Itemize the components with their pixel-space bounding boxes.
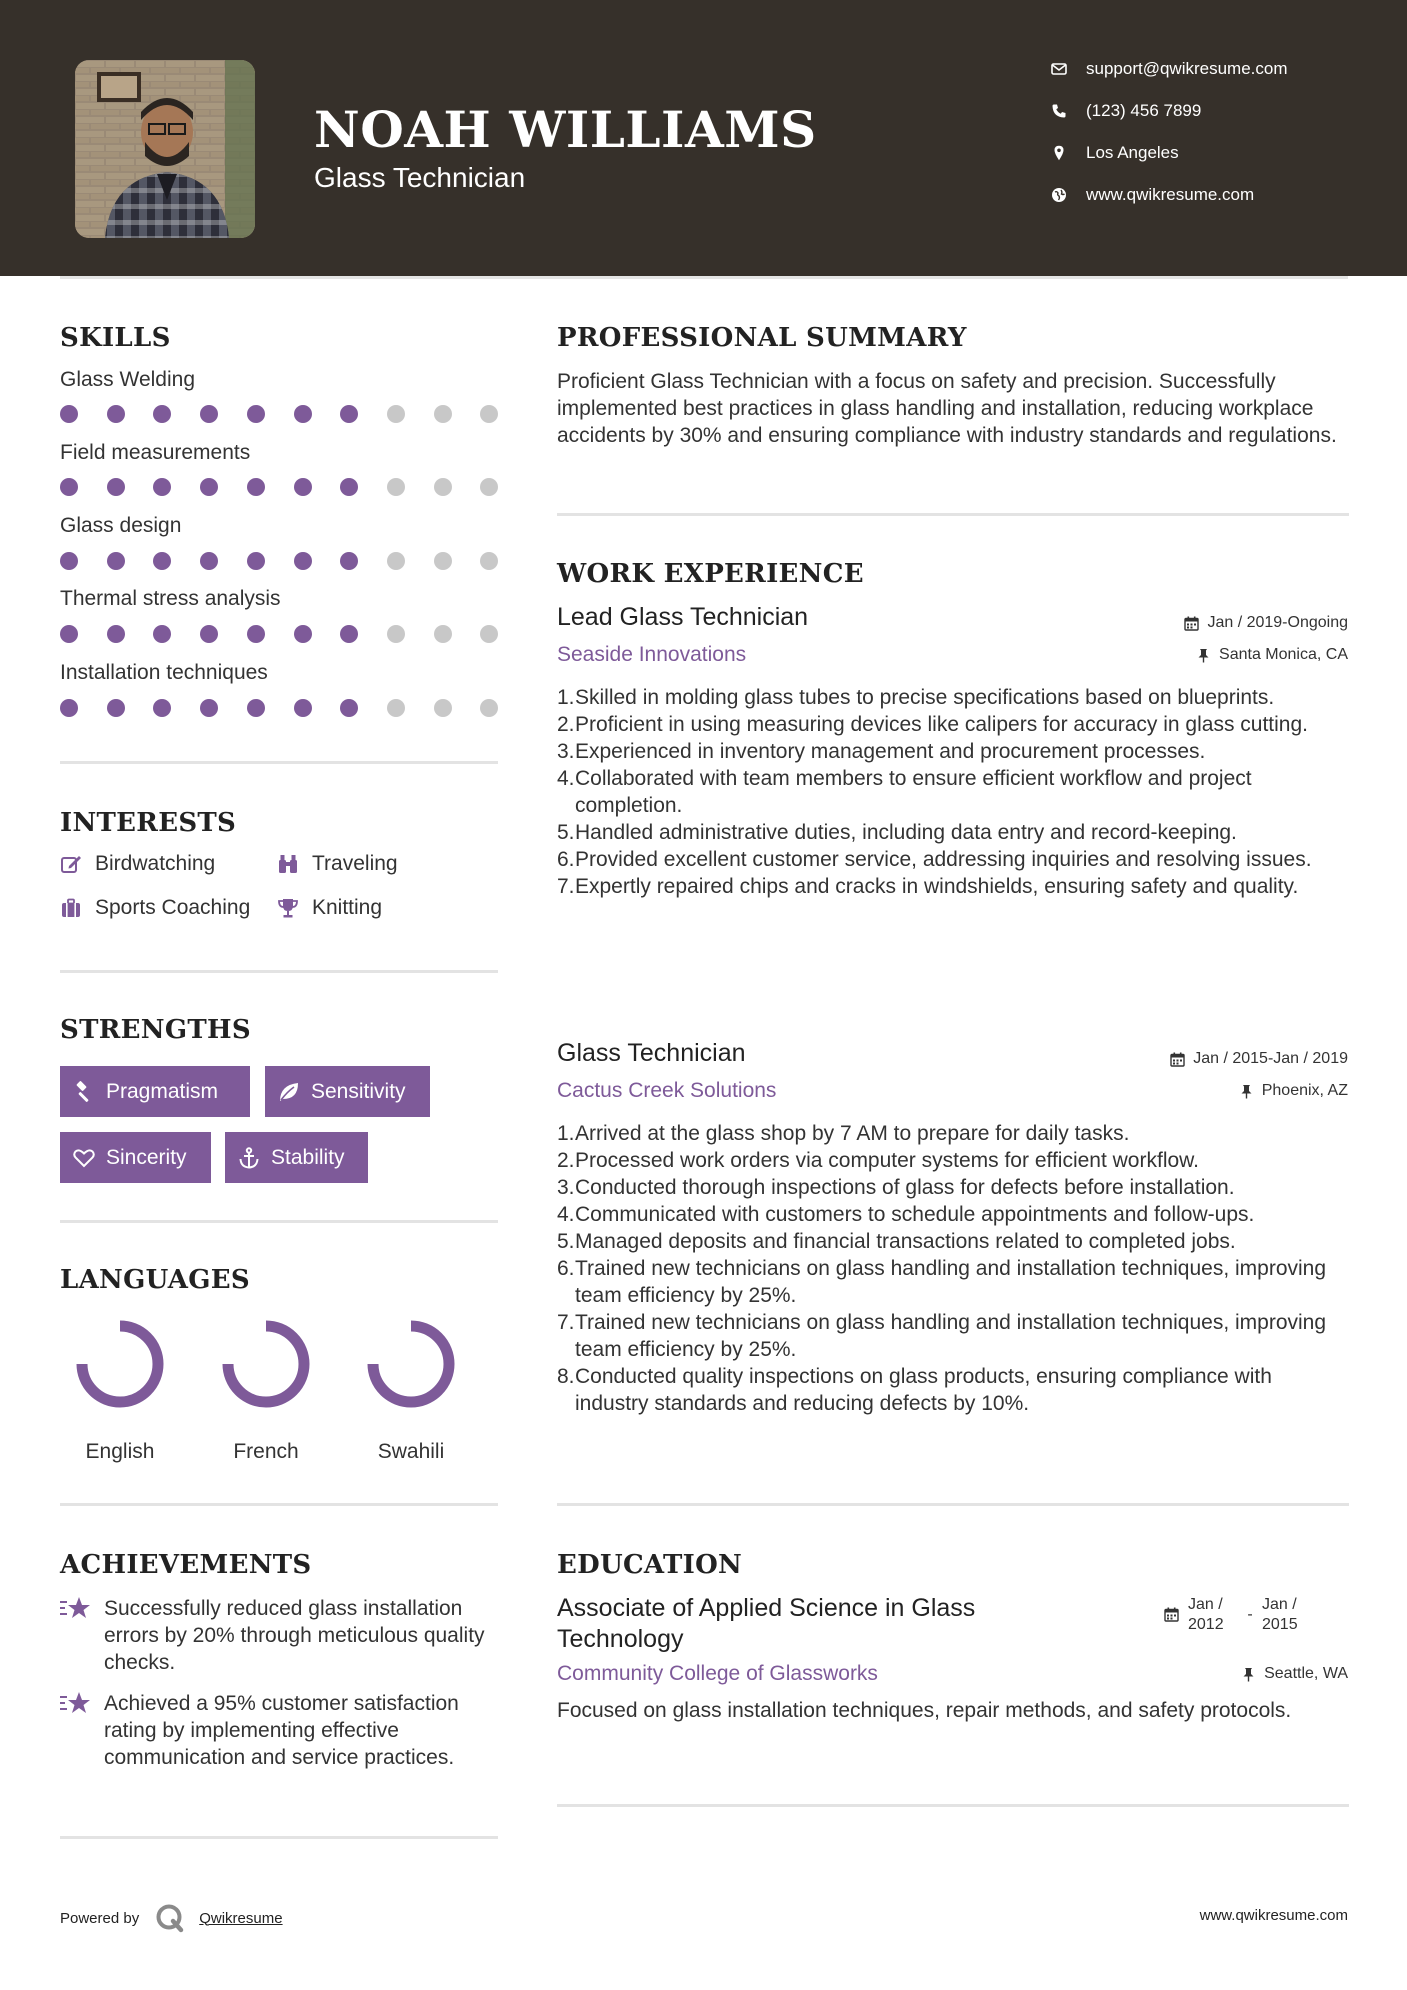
job-location bbox=[1239, 1082, 1348, 1100]
responsibility-item bbox=[557, 873, 1349, 900]
skill-dot-filled bbox=[294, 699, 312, 717]
skill-dot-filled bbox=[60, 699, 78, 717]
skill-dot-filled bbox=[153, 699, 171, 717]
interests-heading: INTERESTS bbox=[60, 808, 237, 838]
footer-website[interactable]: www.qwikresume.com bbox=[1199, 1907, 1348, 1924]
star-list-icon bbox=[60, 1690, 92, 1718]
education-location bbox=[1241, 1665, 1348, 1683]
responsibility-number: 5. bbox=[557, 1230, 575, 1253]
responsibility-item bbox=[557, 1309, 1349, 1363]
skill-rating bbox=[60, 552, 498, 572]
skills-heading: SKILLS bbox=[60, 323, 171, 353]
job-title: Lead Glass Technician bbox=[557, 603, 809, 631]
skill-dot-filled bbox=[153, 405, 171, 423]
contact-email[interactable] bbox=[1050, 59, 1288, 79]
skill-dot-filled bbox=[247, 552, 265, 570]
skill-dot-filled bbox=[247, 478, 265, 496]
responsibility-number: 3. bbox=[557, 740, 575, 763]
gavel-icon bbox=[72, 1080, 96, 1104]
summary-heading: PROFESSIONAL SUMMARY bbox=[557, 323, 967, 353]
education-end: Jan / 2015 bbox=[1262, 1596, 1298, 1633]
skill-dot-filled bbox=[200, 405, 218, 423]
responsibility-text: Managed deposits and financial transactions related to completed jobs. bbox=[575, 1230, 1236, 1253]
responsibility-item bbox=[557, 1174, 1349, 1201]
responsibility-number: 2. bbox=[557, 713, 575, 736]
job-title: Glass Technician bbox=[557, 1039, 746, 1067]
language-proficiency-ring bbox=[361, 1314, 461, 1414]
strengths-heading: STRENGTHS bbox=[60, 1015, 251, 1045]
skill-dot-filled bbox=[294, 478, 312, 496]
responsibility-number: 7. bbox=[557, 875, 575, 898]
profile-photo-illustration bbox=[75, 60, 255, 238]
responsibility-item bbox=[557, 1120, 1349, 1147]
language-label: English bbox=[85, 1440, 155, 1463]
achievement-item bbox=[60, 1690, 500, 1771]
responsibility-number: 4. bbox=[557, 767, 575, 790]
resume-header bbox=[0, 0, 1407, 276]
skill-dot-empty bbox=[480, 552, 498, 570]
section-divider bbox=[60, 1220, 498, 1223]
interest-label: Birdwatching bbox=[95, 852, 216, 875]
skill-dot-filled bbox=[200, 478, 218, 496]
section-divider bbox=[60, 1836, 498, 1839]
job-location bbox=[1196, 646, 1348, 664]
heart-icon bbox=[72, 1146, 96, 1170]
skill-dot-filled bbox=[247, 699, 265, 717]
responsibility-item bbox=[557, 846, 1349, 873]
skill-label: Glass Welding bbox=[60, 368, 196, 391]
contact-phone-text: (123) 456 7899 bbox=[1086, 101, 1202, 120]
language-proficiency-arc bbox=[373, 1326, 449, 1402]
responsibility-item bbox=[557, 711, 1349, 738]
strength-label: Pragmatism bbox=[106, 1079, 219, 1103]
education-location-text: Seattle, WA bbox=[1264, 1665, 1348, 1682]
skill-rating bbox=[60, 699, 498, 719]
languages-heading: LANGUAGES bbox=[60, 1265, 250, 1295]
education-date-separator: - bbox=[1247, 1606, 1253, 1623]
education-description: Focused on glass installation techniques, repair methods, and safety protocols. bbox=[557, 1699, 1292, 1722]
skill-dot-filled bbox=[153, 478, 171, 496]
contact-website[interactable] bbox=[1050, 185, 1254, 205]
skill-label: Installation techniques bbox=[60, 661, 268, 684]
responsibility-text: Handled administrative duties, including data entry and record-keeping. bbox=[575, 821, 1237, 844]
achievement-text: Achieved a 95% customer satisfaction rating by implementing effective communication and service practices. bbox=[104, 1692, 459, 1769]
responsibility-number: 8. bbox=[557, 1365, 575, 1388]
contact-phone[interactable] bbox=[1050, 101, 1201, 121]
skill-label: Thermal stress analysis bbox=[60, 587, 281, 610]
skill-dot-empty bbox=[434, 625, 452, 643]
job-responsibilities bbox=[557, 684, 1349, 900]
responsibility-number: 7. bbox=[557, 1311, 575, 1334]
section-divider bbox=[60, 970, 498, 973]
edit-icon bbox=[60, 853, 82, 875]
responsibility-number: 6. bbox=[557, 1257, 575, 1280]
skill-dot-empty bbox=[387, 552, 405, 570]
responsibility-item bbox=[557, 1228, 1349, 1255]
responsibility-item bbox=[557, 684, 1349, 711]
envelope-icon bbox=[1050, 60, 1068, 78]
interest-item bbox=[277, 852, 398, 876]
responsibility-text: Arrived at the glass shop by 7 AM to prepare for daily tasks. bbox=[575, 1122, 1130, 1145]
skill-dot-empty bbox=[434, 478, 452, 496]
language-proficiency-arc bbox=[82, 1326, 158, 1402]
skill-dot-filled bbox=[340, 478, 358, 496]
strength-label: Sincerity bbox=[106, 1145, 187, 1169]
language-item bbox=[206, 1314, 326, 1464]
responsibility-text: Processed work orders via computer systems for efficient workflow. bbox=[575, 1149, 1200, 1172]
skill-dot-filled bbox=[153, 552, 171, 570]
language-label: Swahili bbox=[377, 1440, 445, 1463]
skill-dot-filled bbox=[107, 699, 125, 717]
skill-dot-filled bbox=[340, 625, 358, 643]
skill-dot-filled bbox=[60, 478, 78, 496]
job-company: Cactus Creek Solutions bbox=[557, 1079, 777, 1102]
section-divider bbox=[557, 1503, 1349, 1506]
responsibility-number: 6. bbox=[557, 848, 575, 871]
skill-dot-filled bbox=[340, 699, 358, 717]
pushpin-icon bbox=[1239, 1084, 1254, 1099]
calendar-icon bbox=[1164, 1607, 1179, 1622]
skill-dot-empty bbox=[434, 699, 452, 717]
footer-powered-by bbox=[60, 1903, 283, 1933]
strength-badge bbox=[60, 1132, 211, 1183]
responsibility-number: 3. bbox=[557, 1176, 575, 1199]
education-dates bbox=[1164, 1595, 1312, 1635]
strength-badge bbox=[60, 1066, 250, 1117]
briefcase-icon bbox=[60, 897, 82, 919]
binoculars-icon bbox=[277, 853, 299, 875]
job-dates-text: Jan / 2019-Ongoing bbox=[1207, 614, 1348, 631]
responsibility-item bbox=[557, 1201, 1349, 1228]
achievement-item bbox=[60, 1595, 500, 1676]
header-divider bbox=[60, 276, 1348, 279]
skill-rating bbox=[60, 478, 498, 498]
language-item bbox=[351, 1314, 471, 1464]
pushpin-icon bbox=[1241, 1667, 1256, 1682]
trophy-icon bbox=[277, 897, 299, 919]
responsibility-number: 5. bbox=[557, 821, 575, 844]
responsibility-text: Experienced in inventory management and procurement processes. bbox=[575, 740, 1206, 763]
responsibility-text: Conducted quality inspections on glass products, ensuring compliance with industry standards and reducing defects by 10%. bbox=[575, 1365, 1272, 1415]
skill-dot-filled bbox=[107, 552, 125, 570]
responsibility-text: Expertly repaired chips and cracks in windshields, ensuring safety and quality. bbox=[575, 875, 1299, 898]
qwikresume-link[interactable]: Qwikresume bbox=[199, 1909, 283, 1927]
interest-item bbox=[60, 896, 250, 920]
skill-dot-filled bbox=[200, 699, 218, 717]
skill-label: Field measurements bbox=[60, 441, 251, 464]
responsibility-item bbox=[557, 738, 1349, 765]
skill-dot-filled bbox=[107, 478, 125, 496]
powered-by-text: Powered by bbox=[60, 1909, 140, 1927]
job-location-text: Santa Monica, CA bbox=[1219, 646, 1348, 663]
skill-dot-filled bbox=[340, 552, 358, 570]
phone-icon bbox=[1050, 102, 1068, 120]
contact-website-text: www.qwikresume.com bbox=[1086, 185, 1255, 204]
skill-rating bbox=[60, 625, 498, 645]
skill-rating bbox=[60, 405, 498, 425]
calendar-icon bbox=[1170, 1052, 1185, 1067]
skill-dot-filled bbox=[247, 625, 265, 643]
responsibility-item bbox=[557, 1363, 1349, 1417]
strength-label: Stability bbox=[271, 1145, 345, 1169]
achievement-text: Successfully reduced glass installation errors by 20% through meticulous quality checks. bbox=[104, 1597, 485, 1674]
responsibility-item bbox=[557, 1147, 1349, 1174]
job-company: Seaside Innovations bbox=[557, 643, 747, 666]
language-proficiency-ring bbox=[70, 1314, 170, 1414]
job-dates bbox=[1170, 1050, 1348, 1068]
job-location-text: Phoenix, AZ bbox=[1261, 1082, 1348, 1099]
strength-badge bbox=[225, 1132, 368, 1183]
strength-badge bbox=[265, 1066, 430, 1117]
skill-dot-filled bbox=[294, 625, 312, 643]
language-label: French bbox=[233, 1440, 299, 1463]
candidate-title: Glass Technician bbox=[314, 162, 526, 193]
section-divider bbox=[557, 513, 1349, 516]
section-divider bbox=[60, 761, 498, 764]
responsibility-number: 1. bbox=[557, 1122, 575, 1145]
language-proficiency-arc bbox=[228, 1326, 304, 1402]
skill-dot-empty bbox=[480, 478, 498, 496]
skill-dot-filled bbox=[60, 625, 78, 643]
interest-label: Sports Coaching bbox=[95, 896, 251, 919]
responsibility-text: Collaborated with team members to ensure efficient workflow and project completion. bbox=[575, 767, 1252, 817]
responsibility-number: 4. bbox=[557, 1203, 575, 1226]
skill-dot-filled bbox=[247, 405, 265, 423]
responsibility-number: 2. bbox=[557, 1149, 575, 1172]
school-name: Community College of Glassworks bbox=[557, 1662, 878, 1685]
skill-dot-empty bbox=[387, 405, 405, 423]
interest-label: Traveling bbox=[312, 852, 398, 875]
responsibility-text: Trained new technicians on glass handling and installation techniques, improving team efficiency by 25%. bbox=[575, 1311, 1327, 1361]
education-start: Jan / 2012 bbox=[1188, 1596, 1224, 1633]
leaf-icon bbox=[277, 1080, 301, 1104]
skill-dot-filled bbox=[60, 552, 78, 570]
skill-dot-empty bbox=[387, 699, 405, 717]
contact-location bbox=[1050, 143, 1179, 163]
section-divider bbox=[557, 1804, 1349, 1807]
skill-dot-filled bbox=[294, 405, 312, 423]
map-pin-icon bbox=[1050, 144, 1068, 162]
interest-item bbox=[277, 896, 382, 920]
skill-label: Glass design bbox=[60, 514, 182, 537]
skill-dot-empty bbox=[480, 405, 498, 423]
skill-dot-filled bbox=[340, 405, 358, 423]
skill-dot-filled bbox=[153, 625, 171, 643]
contact-email-text: support@qwikresume.com bbox=[1086, 59, 1288, 78]
skill-dot-empty bbox=[387, 625, 405, 643]
skill-dot-filled bbox=[200, 625, 218, 643]
section-divider bbox=[60, 1503, 498, 1506]
skill-dot-empty bbox=[434, 405, 452, 423]
skill-dot-filled bbox=[60, 405, 78, 423]
responsibility-text: Conducted thorough inspections of glass for defects before installation. bbox=[575, 1176, 1235, 1199]
job-dates bbox=[1184, 614, 1348, 632]
achievements-heading: ACHIEVEMENTS bbox=[60, 1550, 312, 1580]
responsibility-item bbox=[557, 1255, 1349, 1309]
responsibility-text: Communicated with customers to schedule appointments and follow-ups. bbox=[575, 1203, 1255, 1226]
skill-dot-empty bbox=[387, 478, 405, 496]
responsibility-item bbox=[557, 819, 1349, 846]
responsibility-text: Provided excellent customer service, addressing inquiries and resolving issues. bbox=[575, 848, 1312, 871]
globe-icon bbox=[1050, 186, 1068, 204]
pushpin-icon bbox=[1196, 648, 1211, 663]
job-dates-text: Jan / 2015-Jan / 2019 bbox=[1193, 1050, 1348, 1067]
language-proficiency-ring bbox=[216, 1314, 316, 1414]
skill-dot-filled bbox=[107, 625, 125, 643]
responsibility-item bbox=[557, 765, 1349, 819]
job-responsibilities bbox=[557, 1120, 1349, 1417]
education-heading: EDUCATION bbox=[557, 1550, 743, 1580]
candidate-name: NOAH WILLIAMS bbox=[314, 100, 817, 159]
calendar-icon bbox=[1184, 616, 1199, 631]
skill-dot-empty bbox=[480, 625, 498, 643]
strength-label: Sensitivity bbox=[311, 1079, 406, 1103]
profile-photo bbox=[75, 60, 255, 238]
interest-item bbox=[60, 852, 215, 876]
qwikresume-logo-icon bbox=[155, 1903, 185, 1933]
responsibility-text: Trained new technicians on glass handling and installation techniques, improving team efficiency by 25%. bbox=[575, 1257, 1327, 1307]
star-list-icon bbox=[60, 1595, 92, 1623]
language-item bbox=[60, 1314, 180, 1464]
interest-label: Knitting bbox=[312, 896, 383, 919]
anchor-icon bbox=[237, 1146, 261, 1170]
skill-dot-filled bbox=[200, 552, 218, 570]
experience-heading: WORK EXPERIENCE bbox=[557, 559, 864, 589]
responsibility-text: Skilled in molding glass tubes to precise specifications based on blueprints. bbox=[575, 686, 1275, 709]
skill-dot-filled bbox=[294, 552, 312, 570]
skill-dot-empty bbox=[434, 552, 452, 570]
skill-dot-filled bbox=[107, 405, 125, 423]
degree-title: Associate of Applied Science in Glass Technology bbox=[557, 1594, 976, 1653]
contact-location-text: Los Angeles bbox=[1086, 143, 1179, 162]
responsibility-text: Proficient in using measuring devices like calipers for accuracy in glass cutting. bbox=[575, 713, 1309, 736]
responsibility-number: 1. bbox=[557, 686, 575, 709]
skill-dot-empty bbox=[480, 699, 498, 717]
summary-text: Proficient Glass Technician with a focus on safety and precision. Successfully implemented best practices in glass handling and installation, reducing workplace accidents by 30% and ensuring compliance with industry standards and regulations. bbox=[557, 370, 1337, 447]
